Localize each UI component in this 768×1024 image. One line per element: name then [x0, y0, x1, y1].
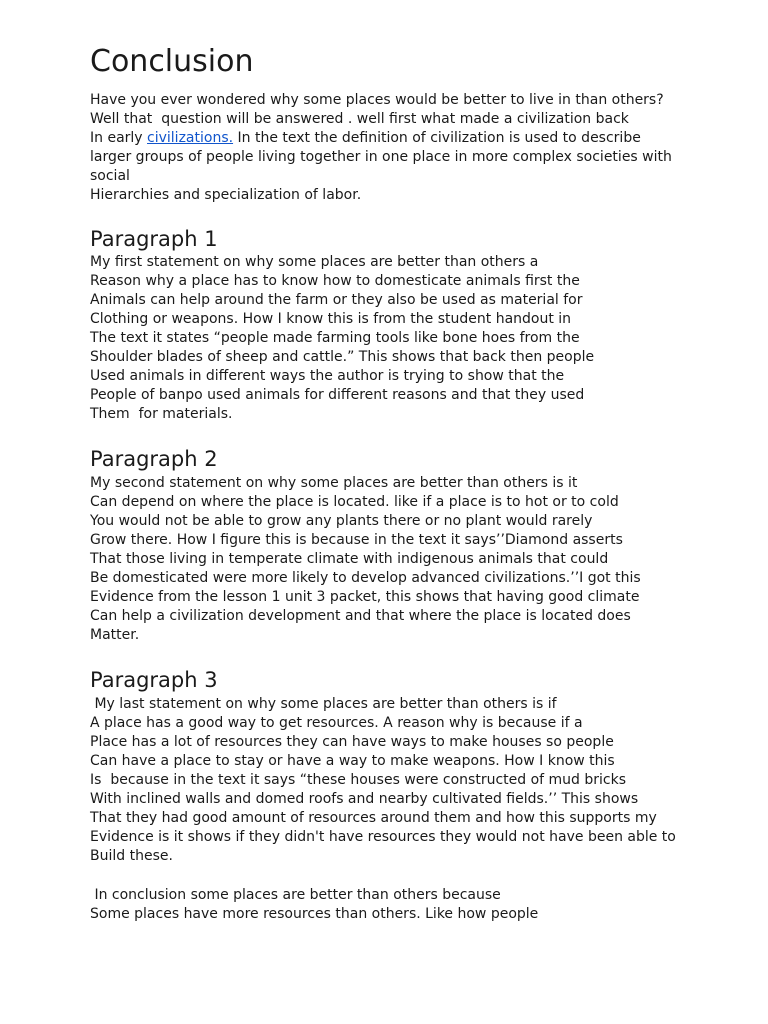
text-segment: In early: [90, 130, 148, 147]
document-title: Conclusion: [90, 44, 254, 79]
text-line: Hierarchies and specialization of labor.: [90, 187, 362, 204]
text-line: My last statement on why some places are better than others is if: [90, 696, 557, 712]
section-heading-paragraph-2: Paragraph 2: [90, 447, 218, 471]
text-line: Matter.: [90, 627, 140, 644]
intro-paragraph: [90, 91, 672, 205]
text-line: Is because in the text it says “these houses were constructed of mud bricks: [90, 772, 627, 789]
text-line: The text it states “people made farming tools like bone hoes from the: [90, 330, 580, 347]
section-heading-paragraph-3: Paragraph 3: [90, 668, 218, 692]
closing-paragraph: [90, 886, 538, 924]
text-line: social: [90, 168, 130, 185]
text-line: Some places have more resources than others. Like how people: [90, 906, 539, 923]
text-line: Evidence from the lesson 1 unit 3 packet, this shows that having good climate: [90, 589, 640, 606]
text-line: With inclined walls and domed roofs and nearby cultivated fields.’’ This shows: [90, 791, 639, 808]
text-line: Have you ever wondered why some places would be better to live in than others?: [90, 92, 664, 108]
text-line: Can help a civilization development and that where the place is located does: [90, 608, 631, 625]
text-line: Shoulder blades of sheep and cattle.” This shows that back then people: [90, 349, 595, 366]
text-line: Animals can help around the farm or they also be used as material for: [90, 292, 583, 309]
text-line: That they had good amount of resources around them and how this supports my: [90, 810, 657, 827]
text-line: Used animals in different ways the author is trying to show that the: [90, 368, 565, 385]
text-line: My first statement on why some places are better than others a: [90, 254, 539, 270]
text-line: larger groups of people living together in one place in more complex societies with: [90, 149, 672, 166]
text-line: Them for materials.: [90, 406, 233, 423]
text-line: A place has a good way to get resources. A reason why is because if a: [90, 715, 583, 732]
civilizations-link[interactable]: civilizations.: [147, 130, 234, 147]
section-body-paragraph-2: [90, 474, 641, 645]
section-body-paragraph-3: [90, 695, 676, 866]
section-heading-paragraph-1: Paragraph 1: [90, 227, 218, 251]
text-line: Can depend on where the place is located. like if a place is to hot or to cold: [90, 494, 619, 511]
text-line: You would not be able to grow any plants there or no plant would rarely: [90, 513, 593, 530]
text-line: Can have a place to stay or have a way to make weapons. How I know this: [90, 753, 615, 770]
text-line: Clothing or weapons. How I know this is from the student handout in: [90, 311, 572, 328]
text-line: Well that question will be answered . well first what made a civilization back: [90, 111, 629, 128]
text-line: In conclusion some places are better than others because: [90, 887, 501, 903]
text-line: Build these.: [90, 848, 173, 865]
text-line: Reason why a place has to know how to domesticate animals first the: [90, 273, 580, 290]
text-line: Grow there. How I figure this is because in the text it says’’Diamond asserts: [90, 532, 623, 549]
text-line-with-link: [90, 129, 672, 148]
text-line: My second statement on why some places are better than others is it: [90, 475, 578, 491]
text-line: Be domesticated were more likely to develop advanced civilizations.’’I got this: [90, 570, 641, 587]
text-line: Place has a lot of resources they can have ways to make houses so people: [90, 734, 614, 751]
text-line: That those living in temperate climate with indigenous animals that could: [90, 551, 609, 568]
text-segment: In the text the definition of civilization is used to describe: [233, 130, 641, 147]
text-line: People of banpo used animals for different reasons and that they used: [90, 387, 585, 404]
text-line: Evidence is it shows if they didn't have resources they would not have been able to: [90, 829, 676, 846]
section-body-paragraph-1: [90, 253, 594, 424]
